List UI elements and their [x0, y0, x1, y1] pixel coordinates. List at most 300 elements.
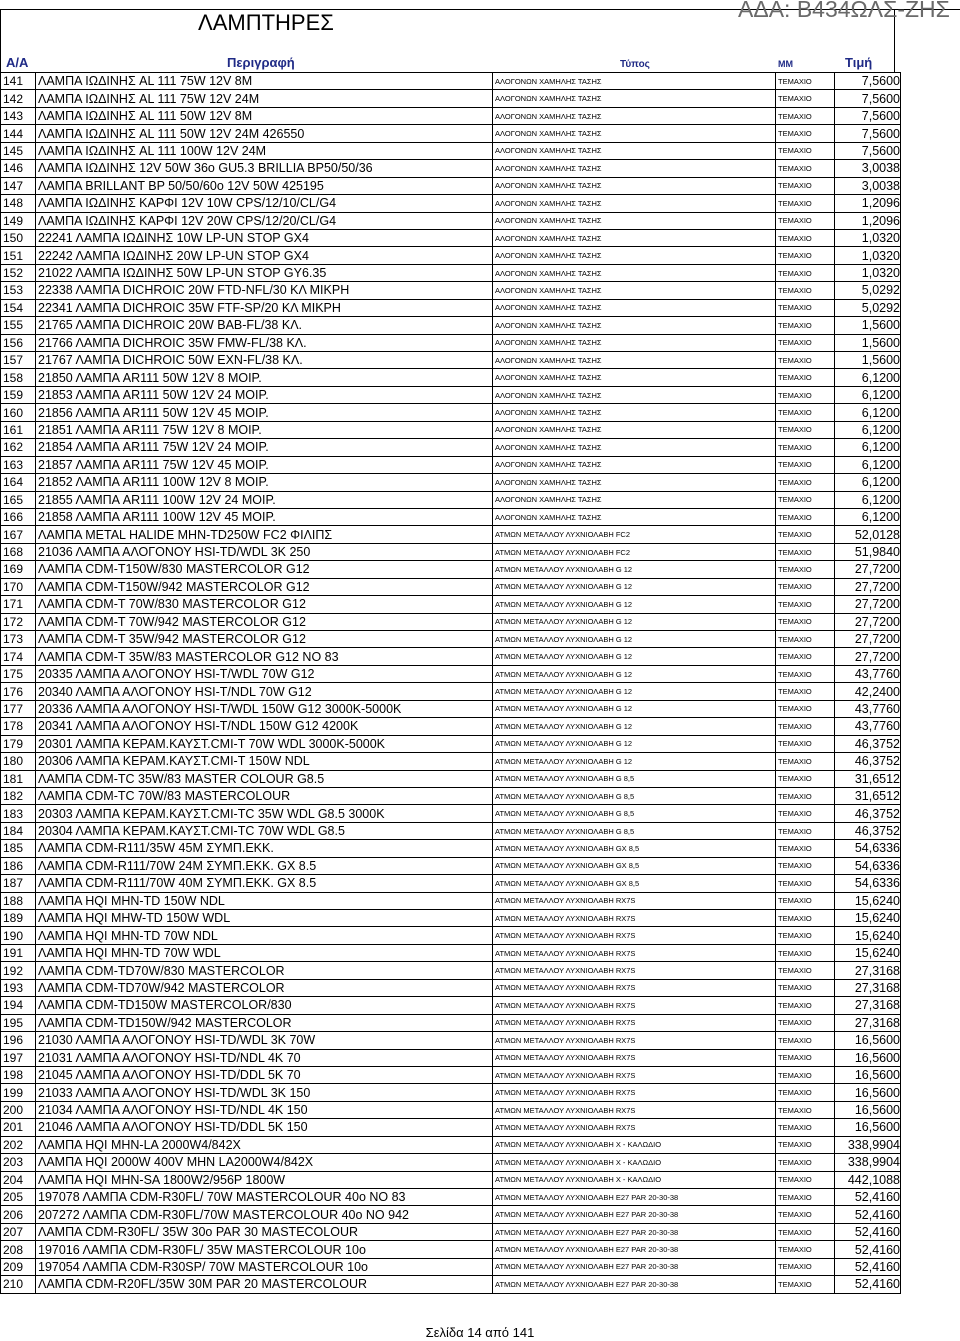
- row-number: 171: [1, 596, 36, 613]
- table-row: [1, 927, 901, 944]
- row-type: ΑΤΜΩΝ ΜΕΤΑΛΛΟΥ ΛΥΧΝΙΟΛΑΒΗ G 8,5: [493, 805, 776, 822]
- row-unit: ΤΕΜΑΧΙΟ: [776, 264, 835, 281]
- row-price: 31,6512: [835, 787, 901, 804]
- row-unit: ΤΕΜΑΧΙΟ: [776, 840, 835, 857]
- row-type: ΑΛΟΓΟΝΩΝ ΧΑΜΗΛΗΣ ΤΑΣΗΣ: [493, 386, 776, 403]
- row-price: 27,3168: [835, 979, 901, 996]
- row-description: 197054 ΛΑΜΠΑ CDM-R30SP/ 70W MASTERCOLOUR 10o: [36, 1258, 493, 1275]
- row-description: 22242 ΛΑΜΠΑ ΙΩΔΙΝΗΣ 20W LP-UN STOP GX4: [36, 247, 493, 264]
- row-unit: ΤΕΜΑΧΙΟ: [776, 404, 835, 421]
- row-type: ΑΤΜΩΝ ΜΕΤΑΛΛΟΥ ΛΥΧΝΙΟΛΑΒΗ G 12: [493, 578, 776, 595]
- table-row: [1, 787, 901, 804]
- row-price: 46,3752: [835, 822, 901, 839]
- table-row: [1, 962, 901, 979]
- row-unit: ΤΕΜΑΧΙΟ: [776, 282, 835, 299]
- table-row: [1, 421, 901, 438]
- row-unit: ΤΕΜΑΧΙΟ: [776, 90, 835, 107]
- row-description: ΛΑΜΠΑ HQI MHN-SA 1800W2/956P 1800W: [36, 1171, 493, 1188]
- row-price: 1,2096: [835, 212, 901, 229]
- row-type: ΑΤΜΩΝ ΜΕΤΑΛΛΟΥ ΛΥΧΝΙΟΛΑΒΗ G 12: [493, 665, 776, 682]
- row-description: 21855 ΛΑΜΠΑ AR111 100W 12V 24 ΜΟΙΡ.: [36, 491, 493, 508]
- row-description: 21765 ΛΑΜΠΑ DICHROIC 20W BAB-FL/38 ΚΛ.: [36, 317, 493, 334]
- row-type: ΑΤΜΩΝ ΜΕΤΑΛΛΟΥ ΛΥΧΝΙΟΛΑΒΗ E27 PAR 20-30-38: [493, 1258, 776, 1275]
- row-unit: ΤΕΜΑΧΙΟ: [776, 561, 835, 578]
- row-number: 191: [1, 944, 36, 961]
- row-type: ΑΛΟΓΟΝΩΝ ΧΑΜΗΛΗΣ ΤΑΣΗΣ: [493, 195, 776, 212]
- row-number: 148: [1, 195, 36, 212]
- row-number: 146: [1, 160, 36, 177]
- table-row: [1, 596, 901, 613]
- row-price: 54,6336: [835, 840, 901, 857]
- row-price: 7,5600: [835, 125, 901, 142]
- table-row: [1, 404, 901, 421]
- table-row: [1, 107, 901, 124]
- row-number: 208: [1, 1241, 36, 1258]
- row-description: ΛΑΜΠΑ CDM-T150W/830 MASTERCOLOR G12: [36, 561, 493, 578]
- row-description: 20301 ΛΑΜΠΑ ΚΕΡΑΜ.ΚΑΥΣΤ.CMI-T 70W WDL 3000K-5000K: [36, 735, 493, 752]
- row-unit: ΤΕΜΑΧΙΟ: [776, 631, 835, 648]
- row-price: 1,5600: [835, 334, 901, 351]
- row-type: ΑΤΜΩΝ ΜΕΤΑΛΛΟΥ ΛΥΧΝΙΟΛΑΒΗ G 12: [493, 735, 776, 752]
- table-row: [1, 282, 901, 299]
- row-description: 21031 ΛΑΜΠΑ ΑΛΟΓΟΝΟΥ HSI-TD/NDL 4K 70: [36, 1049, 493, 1066]
- row-type: ΑΛΟΓΟΝΩΝ ΧΑΜΗΛΗΣ ΤΑΣΗΣ: [493, 421, 776, 438]
- row-unit: ΤΕΜΑΧΙΟ: [776, 1084, 835, 1101]
- row-description: 21854 ΛΑΜΠΑ AR111 75W 12V 24 ΜΟΙΡ.: [36, 439, 493, 456]
- row-number: 206: [1, 1206, 36, 1223]
- row-price: 6,1200: [835, 456, 901, 473]
- row-type: ΑΤΜΩΝ ΜΕΤΑΛΛΟΥ ΛΥΧΝΙΟΛΑΒΗ FC2: [493, 543, 776, 560]
- row-description: 21045 ΛΑΜΠΑ ΑΛΟΓΟΝΟΥ HSI-TD/DDL 5K 70: [36, 1066, 493, 1083]
- row-unit: ΤΕΜΑΧΙΟ: [776, 735, 835, 752]
- row-description: ΛΑΜΠΑ CDM-TD150W/942 MASTERCOLOR: [36, 1014, 493, 1031]
- row-description: 207272 ΛΑΜΠΑ CDM-R30FL/70W MASTERCOLOUR 40o NO 942: [36, 1206, 493, 1223]
- row-price: 52,4160: [835, 1276, 901, 1293]
- row-price: 46,3752: [835, 735, 901, 752]
- row-number: 142: [1, 90, 36, 107]
- row-unit: ΤΕΜΑΧΙΟ: [776, 439, 835, 456]
- row-type: ΑΤΜΩΝ ΜΕΤΑΛΛΟΥ ΛΥΧΝΙΟΛΑΒΗ RX7S: [493, 1101, 776, 1118]
- table-row: [1, 1119, 901, 1136]
- row-price: 6,1200: [835, 421, 901, 438]
- table-row: [1, 474, 901, 491]
- row-type: ΑΤΜΩΝ ΜΕΤΑΛΛΟΥ ΛΥΧΝΙΟΛΑΒΗ RX7S: [493, 979, 776, 996]
- row-unit: ΤΕΜΑΧΙΟ: [776, 1206, 835, 1223]
- row-type: ΑΛΟΓΟΝΩΝ ΧΑΜΗΛΗΣ ΤΑΣΗΣ: [493, 456, 776, 473]
- row-description: 21857 ΛΑΜΠΑ AR111 75W 12V 45 ΜΟΙΡ.: [36, 456, 493, 473]
- row-unit: ΤΕΜΑΧΙΟ: [776, 1171, 835, 1188]
- row-unit: ΤΕΜΑΧΙΟ: [776, 787, 835, 804]
- row-price: 1,0320: [835, 247, 901, 264]
- row-type: ΑΛΟΓΟΝΩΝ ΧΑΜΗΛΗΣ ΤΑΣΗΣ: [493, 90, 776, 107]
- table-row: [1, 90, 901, 107]
- row-number: 193: [1, 979, 36, 996]
- row-type: ΑΛΟΓΟΝΩΝ ΧΑΜΗΛΗΣ ΤΑΣΗΣ: [493, 264, 776, 281]
- column-header-type: Τύπος: [620, 59, 650, 70]
- row-unit: ΤΕΜΑΧΙΟ: [776, 944, 835, 961]
- row-number: 181: [1, 770, 36, 787]
- row-type: ΑΤΜΩΝ ΜΕΤΑΛΛΟΥ ΛΥΧΝΙΟΛΑΒΗ RX7S: [493, 997, 776, 1014]
- row-description: 21030 ΛΑΜΠΑ ΑΛΟΓΟΝΟΥ HSI-TD/WDL 3K 70W: [36, 1032, 493, 1049]
- row-description: 197078 ΛΑΜΠΑ CDM-R30FL/ 70W MASTERCOLOUR 40o NO 83: [36, 1189, 493, 1206]
- row-description: 21858 ΛΑΜΠΑ AR111 100W 12V 45 ΜΟΙΡ.: [36, 508, 493, 525]
- row-description: ΛΑΜΠΑ HQI MHN-LA 2000W4/842X: [36, 1136, 493, 1153]
- row-number: 168: [1, 543, 36, 560]
- row-number: 151: [1, 247, 36, 264]
- row-number: 198: [1, 1066, 36, 1083]
- row-number: 182: [1, 787, 36, 804]
- table-row: [1, 1258, 901, 1275]
- row-number: 165: [1, 491, 36, 508]
- row-description: ΛΑΜΠΑ METAL HALIDE MHN-TD250W FC2 ΦΙΛΙΠΣ: [36, 526, 493, 543]
- row-number: 188: [1, 892, 36, 909]
- row-type: ΑΤΜΩΝ ΜΕΤΑΛΛΟΥ ΛΥΧΝΙΟΛΑΒΗ GX 8,5: [493, 875, 776, 892]
- row-unit: ΤΕΜΑΧΙΟ: [776, 718, 835, 735]
- row-number: 157: [1, 352, 36, 369]
- table-row: [1, 910, 901, 927]
- row-type: ΑΤΜΩΝ ΜΕΤΑΛΛΟΥ ΛΥΧΝΙΟΛΑΒΗ RX7S: [493, 1084, 776, 1101]
- table-row: [1, 299, 901, 316]
- row-number: 189: [1, 910, 36, 927]
- row-type: ΑΤΜΩΝ ΜΕΤΑΛΛΟΥ ΛΥΧΝΙΟΛΑΒΗ Χ - ΚΑΛΩΔΙΟ: [493, 1171, 776, 1188]
- row-number: 205: [1, 1189, 36, 1206]
- row-description: 21852 ΛΑΜΠΑ AR111 100W 12V 8 ΜΟΙΡ.: [36, 474, 493, 491]
- row-description: 20336 ΛΑΜΠΑ ΑΛΟΓΟΝΟΥ HSI-T/WDL 150W G12 3000K-5000K: [36, 700, 493, 717]
- row-unit: ΤΕΜΑΧΙΟ: [776, 160, 835, 177]
- row-unit: ΤΕΜΑΧΙΟ: [776, 386, 835, 403]
- table-row: [1, 439, 901, 456]
- row-price: 15,6240: [835, 944, 901, 961]
- row-unit: ΤΕΜΑΧΙΟ: [776, 352, 835, 369]
- row-price: 1,5600: [835, 317, 901, 334]
- row-number: 170: [1, 578, 36, 595]
- header-frame-left: [0, 9, 1, 72]
- row-unit: ΤΕΜΑΧΙΟ: [776, 212, 835, 229]
- row-price: 52,4160: [835, 1189, 901, 1206]
- table-row: [1, 1049, 901, 1066]
- row-price: 6,1200: [835, 474, 901, 491]
- row-price: 54,6336: [835, 875, 901, 892]
- row-type: ΑΛΟΓΟΝΩΝ ΧΑΜΗΛΗΣ ΤΑΣΗΣ: [493, 508, 776, 525]
- row-description: 21851 ΛΑΜΠΑ AR111 75W 12V 8 ΜΟΙΡ.: [36, 421, 493, 438]
- row-type: ΑΛΟΓΟΝΩΝ ΧΑΜΗΛΗΣ ΤΑΣΗΣ: [493, 229, 776, 246]
- row-unit: ΤΕΜΑΧΙΟ: [776, 508, 835, 525]
- row-type: ΑΤΜΩΝ ΜΕΤΑΛΛΟΥ ΛΥΧΝΙΟΛΑΒΗ G 8,5: [493, 822, 776, 839]
- row-number: 177: [1, 700, 36, 717]
- table-row: [1, 1101, 901, 1118]
- table-row: [1, 1084, 901, 1101]
- row-number: 172: [1, 613, 36, 630]
- row-price: 3,0038: [835, 160, 901, 177]
- row-description: ΛΑΜΠΑ BRILLANT BP 50/50/60o 12V 50W 425195: [36, 177, 493, 194]
- table-row: [1, 840, 901, 857]
- row-price: 6,1200: [835, 386, 901, 403]
- row-unit: ΤΕΜΑΧΙΟ: [776, 665, 835, 682]
- row-description: 21853 ΛΑΜΠΑ AR111 50W 12V 24 ΜΟΙΡ.: [36, 386, 493, 403]
- row-number: 195: [1, 1014, 36, 1031]
- price-table-body: [1, 73, 901, 1294]
- row-type: ΑΤΜΩΝ ΜΕΤΑΛΛΟΥ ΛΥΧΝΙΟΛΑΒΗ G 12: [493, 561, 776, 578]
- row-type: ΑΤΜΩΝ ΜΕΤΑΛΛΟΥ ΛΥΧΝΙΟΛΑΒΗ G 12: [493, 596, 776, 613]
- row-unit: ΤΕΜΑΧΙΟ: [776, 700, 835, 717]
- row-price: 16,5600: [835, 1119, 901, 1136]
- row-unit: ΤΕΜΑΧΙΟ: [776, 927, 835, 944]
- column-header-price: Τιμή: [845, 55, 873, 70]
- row-number: 190: [1, 927, 36, 944]
- row-type: ΑΛΟΓΟΝΩΝ ΧΑΜΗΛΗΣ ΤΑΣΗΣ: [493, 73, 776, 90]
- row-type: ΑΤΜΩΝ ΜΕΤΑΛΛΟΥ ΛΥΧΝΙΟΛΑΒΗ Χ - ΚΑΛΩΔΙΟ: [493, 1136, 776, 1153]
- row-unit: ΤΕΜΑΧΙΟ: [776, 195, 835, 212]
- row-price: 1,2096: [835, 195, 901, 212]
- row-price: 1,5600: [835, 352, 901, 369]
- ada-code: ΑΔΑ: Β434ΩΛΣ-ΖΗΣ: [738, 0, 950, 22]
- row-unit: ΤΕΜΑΧΙΟ: [776, 1258, 835, 1275]
- row-description: ΛΑΜΠΑ CDM-R30FL/ 35W 30o PAR 30 MASTECOLOUR: [36, 1223, 493, 1240]
- table-row: [1, 665, 901, 682]
- table-row: [1, 334, 901, 351]
- row-price: 27,3168: [835, 997, 901, 1014]
- table-row: [1, 1206, 901, 1223]
- row-number: 200: [1, 1101, 36, 1118]
- row-number: 196: [1, 1032, 36, 1049]
- row-unit: ΤΕΜΑΧΙΟ: [776, 1223, 835, 1240]
- row-price: 43,7760: [835, 700, 901, 717]
- row-price: 51,9840: [835, 543, 901, 560]
- row-description: ΛΑΜΠΑ HQI MHN-TD 70W NDL: [36, 927, 493, 944]
- row-description: ΛΑΜΠΑ CDM-R111/35W 45M ΣΥΜΠ.ΕΚΚ.: [36, 840, 493, 857]
- row-type: ΑΤΜΩΝ ΜΕΤΑΛΛΟΥ ΛΥΧΝΙΟΛΑΒΗ RX7S: [493, 1119, 776, 1136]
- row-number: 201: [1, 1119, 36, 1136]
- row-number: 180: [1, 753, 36, 770]
- row-type: ΑΛΟΓΟΝΩΝ ΧΑΜΗΛΗΣ ΤΑΣΗΣ: [493, 160, 776, 177]
- table-row: [1, 526, 901, 543]
- table-row: [1, 229, 901, 246]
- row-unit: ΤΕΜΑΧΙΟ: [776, 875, 835, 892]
- row-price: 7,5600: [835, 107, 901, 124]
- row-number: 207: [1, 1223, 36, 1240]
- row-price: 43,7760: [835, 665, 901, 682]
- row-type: ΑΤΜΩΝ ΜΕΤΑΛΛΟΥ ΛΥΧΝΙΟΛΑΒΗ RX7S: [493, 1049, 776, 1066]
- row-number: 158: [1, 369, 36, 386]
- row-type: ΑΤΜΩΝ ΜΕΤΑΛΛΟΥ ΛΥΧΝΙΟΛΑΒΗ E27 PAR 20-30-38: [493, 1223, 776, 1240]
- row-unit: ΤΕΜΑΧΙΟ: [776, 1189, 835, 1206]
- row-type: ΑΛΟΓΟΝΩΝ ΧΑΜΗΛΗΣ ΤΑΣΗΣ: [493, 107, 776, 124]
- row-price: 16,5600: [835, 1032, 901, 1049]
- row-price: 16,5600: [835, 1066, 901, 1083]
- row-type: ΑΛΟΓΟΝΩΝ ΧΑΜΗΛΗΣ ΤΑΣΗΣ: [493, 177, 776, 194]
- row-description: 22338 ΛΑΜΠΑ DICHROIC 20W FTD-NFL/30 ΚΛ ΜΙΚΡΗ: [36, 282, 493, 299]
- table-row: [1, 700, 901, 717]
- row-price: 52,4160: [835, 1241, 901, 1258]
- table-row: [1, 247, 901, 264]
- row-price: 27,3168: [835, 962, 901, 979]
- row-price: 6,1200: [835, 369, 901, 386]
- table-row: [1, 1136, 901, 1153]
- row-price: 1,0320: [835, 229, 901, 246]
- row-type: ΑΛΟΓΟΝΩΝ ΧΑΜΗΛΗΣ ΤΑΣΗΣ: [493, 369, 776, 386]
- row-description: ΛΑΜΠΑ ΙΩΔΙΝΗΣ AL 111 50W 12V 8M: [36, 107, 493, 124]
- table-row: [1, 631, 901, 648]
- row-number: 166: [1, 508, 36, 525]
- table-row: [1, 648, 901, 665]
- row-number: 162: [1, 439, 36, 456]
- table-row: [1, 491, 901, 508]
- row-number: 155: [1, 317, 36, 334]
- row-description: ΛΑΜΠΑ CDM-TD70W/830 MASTERCOLOR: [36, 962, 493, 979]
- row-type: ΑΛΟΓΟΝΩΝ ΧΑΜΗΛΗΣ ΤΑΣΗΣ: [493, 439, 776, 456]
- row-price: 338,9904: [835, 1136, 901, 1153]
- row-type: ΑΛΟΓΟΝΩΝ ΧΑΜΗΛΗΣ ΤΑΣΗΣ: [493, 404, 776, 421]
- row-description: 21034 ΛΑΜΠΑ ΑΛΟΓΟΝΟΥ HSI-TD/NDL 4K 150: [36, 1101, 493, 1118]
- row-number: 149: [1, 212, 36, 229]
- row-price: 442,1088: [835, 1171, 901, 1188]
- row-type: ΑΤΜΩΝ ΜΕΤΑΛΛΟΥ ΛΥΧΝΙΟΛΑΒΗ G 12: [493, 631, 776, 648]
- row-price: 52,4160: [835, 1223, 901, 1240]
- row-type: ΑΛΟΓΟΝΩΝ ΧΑΜΗΛΗΣ ΤΑΣΗΣ: [493, 334, 776, 351]
- row-number: 154: [1, 299, 36, 316]
- row-number: 169: [1, 561, 36, 578]
- row-unit: ΤΕΜΑΧΙΟ: [776, 770, 835, 787]
- table-row: [1, 735, 901, 752]
- row-description: ΛΑΜΠΑ ΙΩΔΙΝΗΣ AL 111 75W 12V 8M: [36, 73, 493, 90]
- row-unit: ΤΕΜΑΧΙΟ: [776, 1032, 835, 1049]
- row-unit: ΤΕΜΑΧΙΟ: [776, 543, 835, 560]
- row-price: 43,7760: [835, 718, 901, 735]
- table-row: [1, 1066, 901, 1083]
- row-type: ΑΤΜΩΝ ΜΕΤΑΛΛΟΥ ΛΥΧΝΙΟΛΑΒΗ RX7S: [493, 927, 776, 944]
- row-unit: ΤΕΜΑΧΙΟ: [776, 1014, 835, 1031]
- table-row: [1, 753, 901, 770]
- row-number: 144: [1, 125, 36, 142]
- row-price: 6,1200: [835, 404, 901, 421]
- row-type: ΑΤΜΩΝ ΜΕΤΑΛΛΟΥ ΛΥΧΝΙΟΛΑΒΗ E27 PAR 20-30-38: [493, 1189, 776, 1206]
- table-row: [1, 508, 901, 525]
- row-number: 176: [1, 683, 36, 700]
- row-type: ΑΤΜΩΝ ΜΕΤΑΛΛΟΥ ΛΥΧΝΙΟΛΑΒΗ G 8,5: [493, 787, 776, 804]
- row-number: 147: [1, 177, 36, 194]
- table-row: [1, 1241, 901, 1258]
- row-description: 21036 ΛΑΜΠΑ ΑΛΟΓΟΝΟΥ HSI-TD/WDL 3K 250: [36, 543, 493, 560]
- row-number: 179: [1, 735, 36, 752]
- row-description: 21850 ΛΑΜΠΑ AR111 50W 12V 8 ΜΟΙΡ.: [36, 369, 493, 386]
- row-unit: ΤΕΜΑΧΙΟ: [776, 596, 835, 613]
- row-number: 167: [1, 526, 36, 543]
- row-number: 203: [1, 1154, 36, 1171]
- row-price: 15,6240: [835, 892, 901, 909]
- table-row: [1, 456, 901, 473]
- row-number: 164: [1, 474, 36, 491]
- row-unit: ΤΕΜΑΧΙΟ: [776, 317, 835, 334]
- table-row: [1, 1154, 901, 1171]
- row-unit: ΤΕΜΑΧΙΟ: [776, 578, 835, 595]
- row-number: 153: [1, 282, 36, 299]
- column-header-aa: Α/Α: [6, 55, 29, 70]
- row-number: 184: [1, 822, 36, 839]
- row-unit: ΤΕΜΑΧΙΟ: [776, 805, 835, 822]
- row-number: 185: [1, 840, 36, 857]
- row-description: 20341 ΛΑΜΠΑ ΑΛΟΓΟΝΟΥ HSI-T/NDL 150W G12 4200K: [36, 718, 493, 735]
- row-description: 21046 ΛΑΜΠΑ ΑΛΟΓΟΝΟΥ HSI-TD/DDL 5K 150: [36, 1119, 493, 1136]
- table-row: [1, 718, 901, 735]
- row-number: 199: [1, 1084, 36, 1101]
- row-number: 174: [1, 648, 36, 665]
- row-unit: ΤΕΜΑΧΙΟ: [776, 474, 835, 491]
- row-unit: ΤΕΜΑΧΙΟ: [776, 1049, 835, 1066]
- row-description: 20303 ΛΑΜΠΑ ΚΕΡΑΜ.ΚΑΥΣΤ.CMI-TC 35W WDL G8.5 3000K: [36, 805, 493, 822]
- table-row: [1, 1032, 901, 1049]
- table-row: [1, 73, 901, 90]
- row-price: 15,6240: [835, 927, 901, 944]
- table-row: [1, 352, 901, 369]
- row-unit: ΤΕΜΑΧΙΟ: [776, 1241, 835, 1258]
- row-number: 204: [1, 1171, 36, 1188]
- table-row: [1, 805, 901, 822]
- row-number: 186: [1, 857, 36, 874]
- row-unit: ΤΕΜΑΧΙΟ: [776, 1136, 835, 1153]
- row-description: ΛΑΜΠΑ CDM-T 35W/942 MASTERCOLOR G12: [36, 631, 493, 648]
- row-type: ΑΤΜΩΝ ΜΕΤΑΛΛΟΥ ΛΥΧΝΙΟΛΑΒΗ FC2: [493, 526, 776, 543]
- row-type: ΑΤΜΩΝ ΜΕΤΑΛΛΟΥ ΛΥΧΝΙΟΛΑΒΗ RX7S: [493, 962, 776, 979]
- row-description: ΛΑΜΠΑ CDM-T 35W/83 MASTERCOLOR G12 NO 83: [36, 648, 493, 665]
- row-type: ΑΛΟΓΟΝΩΝ ΧΑΜΗΛΗΣ ΤΑΣΗΣ: [493, 247, 776, 264]
- row-price: 6,1200: [835, 491, 901, 508]
- row-description: ΛΑΜΠΑ ΙΩΔΙΝΗΣ 12V 50W 36o GU5.3 BRILLIA BP50/50/36: [36, 160, 493, 177]
- row-type: ΑΛΟΓΟΝΩΝ ΧΑΜΗΛΗΣ ΤΑΣΗΣ: [493, 282, 776, 299]
- table-row: [1, 142, 901, 159]
- row-description: ΛΑΜΠΑ CDM-R20FL/35W 30M PAR 20 MASTERCOLOUR: [36, 1276, 493, 1293]
- row-description: 21767 ΛΑΜΠΑ DICHROIC 50W EXN-FL/38 ΚΛ.: [36, 352, 493, 369]
- row-unit: ΤΕΜΑΧΙΟ: [776, 613, 835, 630]
- row-type: ΑΤΜΩΝ ΜΕΤΑΛΛΟΥ ΛΥΧΝΙΟΛΑΒΗ G 12: [493, 648, 776, 665]
- row-unit: ΤΕΜΑΧΙΟ: [776, 822, 835, 839]
- table-row: [1, 613, 901, 630]
- row-price: 31,6512: [835, 770, 901, 787]
- row-description: ΛΑΜΠΑ CDM-TD70W/942 MASTERCOLOR: [36, 979, 493, 996]
- row-price: 16,5600: [835, 1049, 901, 1066]
- row-unit: ΤΕΜΑΧΙΟ: [776, 979, 835, 996]
- row-price: 7,5600: [835, 142, 901, 159]
- row-number: 150: [1, 229, 36, 246]
- row-price: 27,3168: [835, 1014, 901, 1031]
- row-type: ΑΤΜΩΝ ΜΕΤΑΛΛΟΥ ΛΥΧΝΙΟΛΑΒΗ RX7S: [493, 910, 776, 927]
- row-price: 27,7200: [835, 578, 901, 595]
- table-row: [1, 944, 901, 961]
- row-number: 145: [1, 142, 36, 159]
- row-description: ΛΑΜΠΑ ΙΩΔΙΝΗΣ ΚΑΡΦΙ 12V 10W CPS/12/10/CL/G4: [36, 195, 493, 212]
- table-row: [1, 875, 901, 892]
- row-price: 15,6240: [835, 910, 901, 927]
- row-type: ΑΤΜΩΝ ΜΕΤΑΛΛΟΥ ΛΥΧΝΙΟΛΑΒΗ G 12: [493, 753, 776, 770]
- row-type: ΑΛΟΓΟΝΩΝ ΧΑΜΗΛΗΣ ΤΑΣΗΣ: [493, 212, 776, 229]
- table-row: [1, 212, 901, 229]
- row-unit: ΤΕΜΑΧΙΟ: [776, 142, 835, 159]
- row-number: 175: [1, 665, 36, 682]
- row-number: 209: [1, 1258, 36, 1275]
- row-unit: ΤΕΜΑΧΙΟ: [776, 910, 835, 927]
- row-unit: ΤΕΜΑΧΙΟ: [776, 369, 835, 386]
- table-row: [1, 857, 901, 874]
- row-number: 197: [1, 1049, 36, 1066]
- table-row: [1, 1223, 901, 1240]
- row-unit: ΤΕΜΑΧΙΟ: [776, 1119, 835, 1136]
- row-type: ΑΛΟΓΟΝΩΝ ΧΑΜΗΛΗΣ ΤΑΣΗΣ: [493, 352, 776, 369]
- row-price: 27,7200: [835, 631, 901, 648]
- row-unit: ΤΕΜΑΧΙΟ: [776, 683, 835, 700]
- document-title: ΛΑΜΠΤΗΡΕΣ: [198, 10, 334, 35]
- row-description: ΛΑΜΠΑ CDM-R111/70W 40M ΣΥΜΠ.ΕΚΚ. GX 8.5: [36, 875, 493, 892]
- row-unit: ΤΕΜΑΧΙΟ: [776, 857, 835, 874]
- row-price: 5,0292: [835, 299, 901, 316]
